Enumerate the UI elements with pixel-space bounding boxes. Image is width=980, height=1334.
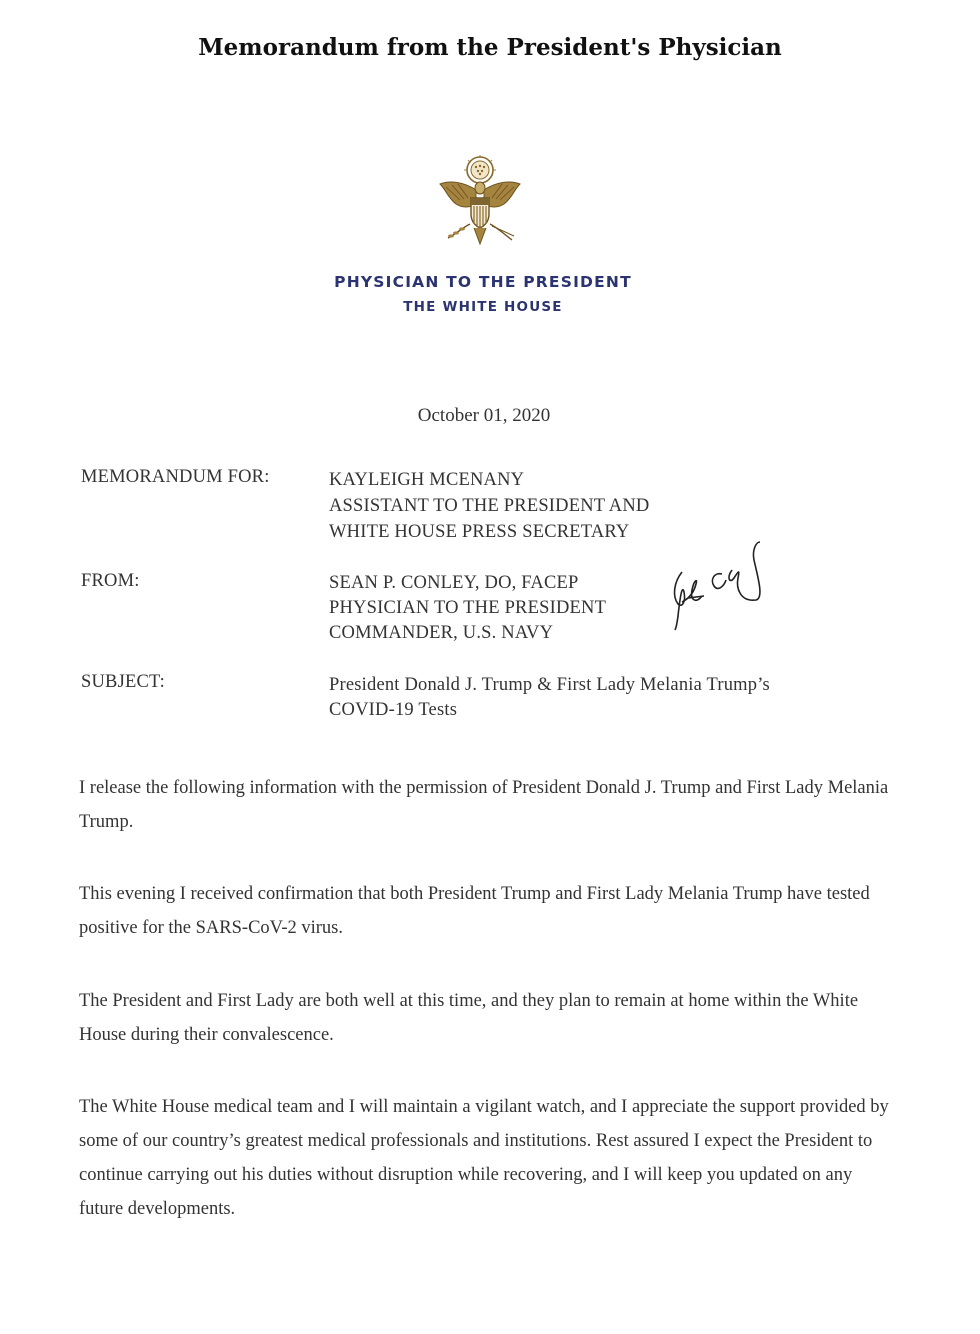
from-line: PHYSICIAN TO THE PRESIDENT: [329, 598, 607, 618]
page-title: Memorandum from the President's Physician: [198, 34, 782, 61]
letterhead-title: PHYSICIAN TO THE PRESIDENT: [334, 273, 632, 291]
body-paragraph: The President and First Lady are both well at this time, and they plan to remain at home within the White House during their convalescence.: [79, 991, 859, 1045]
subject-line: COVID-19 Tests: [329, 700, 458, 720]
body-paragraph: I release the following information with the permission of President Donald J. Trump and First Lady Melania Trump.: [79, 778, 889, 832]
body-paragraph: This evening I received confirmation that both President Trump and First Lady Melania Trump have tested positive for the SARS-CoV-2 virus.: [79, 884, 870, 938]
subject-line: President Donald J. Trump & First Lady Melania Trump’s: [329, 675, 770, 695]
from-label: FROM:: [81, 571, 140, 591]
subject-value: [329, 673, 770, 723]
signature-mark: [660, 538, 770, 634]
from-value: [329, 571, 606, 646]
from-line: COMMANDER, U.S. NAVY: [329, 623, 554, 643]
presidential-seal-icon: [436, 154, 524, 250]
memo-for-line: WHITE HOUSE PRESS SECRETARY: [329, 522, 630, 542]
memo-for-label: MEMORANDUM FOR:: [81, 467, 270, 487]
memo-for-line: ASSISTANT TO THE PRESIDENT AND: [329, 496, 650, 516]
letterhead-subtitle: THE WHITE HOUSE: [403, 299, 563, 315]
body-paragraph: The White House medical team and I will maintain a vigilant watch, and I appreciate the support provided by some of our country’s greatest medical professionals and institutions. Rest assured I expect the President to continue carrying out his duties without disruption while recovering, and I will keep you updated on any future developments.: [79, 1097, 889, 1219]
subject-label: SUBJECT:: [81, 672, 165, 692]
from-line: SEAN P. CONLEY, DO, FACEP: [329, 573, 579, 593]
memo-for-value: [329, 467, 649, 545]
memo-for-line: KAYLEIGH MCENANY: [329, 470, 525, 490]
memo-date: October 01, 2020: [417, 405, 551, 426]
